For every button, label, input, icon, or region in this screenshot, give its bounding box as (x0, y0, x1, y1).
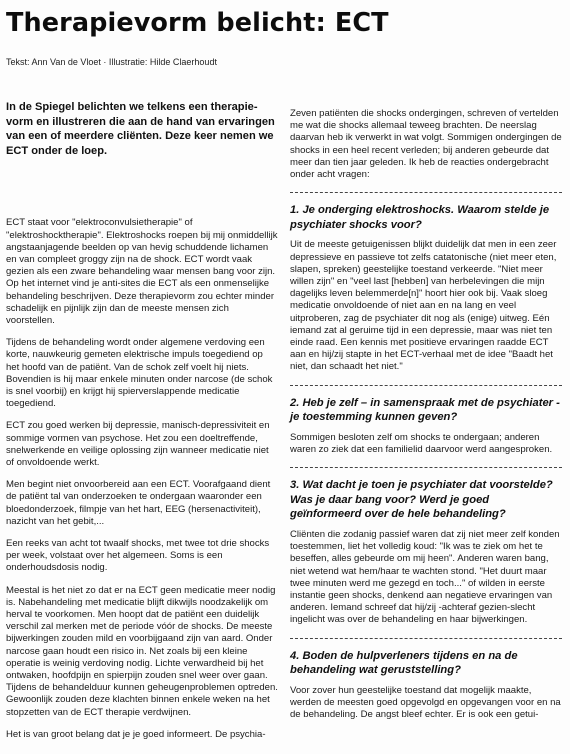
answer-paragraph: Sommigen besloten zelf om shocks te ondergaan; anderen waren zo ziek dat een familielid daarvoor werd aangesproken. (290, 431, 553, 456)
section-divider (290, 385, 562, 386)
question-heading: 3. Wat dacht je toen je psychiater dat voorstelde? Was je daar bang voor? Werd je goed geïnformeerd over de hele behandeling? (290, 479, 553, 521)
right-column (290, 108, 562, 731)
article-title: Therapievorm belicht: ECT (6, 8, 389, 38)
body-paragraph: Tijdens de behandeling wordt onder algemene verdoving een korte, nauwkeurig gemeten elektrische impuls toegediend op het hoofd van de patiënt. Van de schok zelf voelt hij niets. Bovendien is hij maar enkele minuten onder narcose (de schok is snel voorbij) en krijgt hij spierverslappende medicatie toegediend. (6, 337, 273, 410)
section-divider (290, 467, 562, 468)
body-paragraph: ECT zou goed werken bij depressie, manisch-depressiviteit en sommige vormen van psychose. Het zou een doeltreffende, snelwerkende en veilige oplossing zijn wanneer medicatie niet of onvoldoende werkt. (6, 420, 270, 469)
answer-paragraph: Uit de meeste getuigenissen blijkt duidelijk dat men in een zeer depressieve en passieve tot zelfs catatonische (niet meer eten, slapen, spreken) geestelijke toestand verkeerde. "Niet meer willen zijn" en "veel last [hebben] van herbelevingen die mijn dagelijks leven belemmerde[n]" hoort hier ook bij. Vaak sloeg medicatie onvoldoende of niet aan en na lang en veel uitproberen, zag de psychiater dit nog als (enige) uitweg. Eén iemand zat al geruime tijd in een depressie, maar was niet ten einde raad. Een kennis met positieve ervaringen raadde ECT aan en hij/zij stapte in het ECT-verhaal met de idee "Baadt het niet, dan schaadt het niet." (290, 239, 557, 373)
left-column (6, 100, 278, 751)
question-heading: 2. Heb je zelf – in samenspraak met de psychiater - je toestemming kunnen geven? (290, 396, 560, 424)
body-paragraph: ECT staat voor "elektroconvulsietherapie" of "elektroshocktherapie". Elektroshocks roepen bij mij onmiddellijk angstaanjagende beelden op van hevig schuddende lichamen en van compleet groggy zijn na de shock. ECT wordt vaak gezien als een zware behandeling waar mensen bang voor zijn. Op het internet vind je anti-sites die ECT als een onmenselijke behandeling beschrijven. Deze therapievorm zou echter minder schadelijk en pijnlijk zijn dan de meeste mensen zich voorstellen. (6, 217, 278, 326)
section-divider (290, 192, 562, 193)
answer-paragraph: Cliënten die zodanig passief waren dat zij niet meer zelf konden toestemmen, liet het volledig koud: "Ik was te ziek om het te beseffen, alles gebeurde om mij heen". Anderen waren bang, niet wetend wat hem/haar te wachten stond. "Het duurt maar twee minuten werd me gezegd en toch..." of wilden in eerste instantie geen shocks, denkend aan negatieve ervaringen van anderen. Iemand schreef dat hij/zij -achteraf gezien-slecht ingelicht was over de behandeling en haar bijwerkingen. (290, 529, 560, 626)
question-heading: 4. Boden de hulpverleners tijdens en na de behandeling wat geruststelling? (290, 649, 518, 677)
body-paragraph: Men begint niet onvoorbereid aan een ECT. Voorafgaand dient de patiënt tal van onderzoeken te ondergaan waaronder een bloedonderzoek, filmpje van het hart, EEG (hersenactiviteit), nazicht van het gebit,... (6, 479, 271, 527)
body-paragraph: Het is van groot belang dat je je goed informeert. De psychia- (6, 728, 266, 740)
answer-paragraph: Voor zover hun geestelijke toestand dat mogelijk maakte, werden de meesten goed opgevolgd en opgevangen voor en na de behandeling. De angst bleef echter. Er is ook een getui- (290, 684, 561, 721)
body-paragraph: Meestal is het niet zo dat er na ECT geen medicatie meer nodig is. Nabehandeling met medicatie blijft dikwijls noodzakelijk om herval te voorkomen. Men hoopt dat de patiënt een duidelijk verschil zal merken met de periode vóór de shocks. De meeste bijwerkingen zouden mild en voorbijgaand zijn van aard. Onder narcose gaan houdt een risico in. Net zoals bij een kleine operatie is weinig verdoving nodig. Lichte verwardheid bij het ontwaken, hoofdpijn en spierpijn zouden snel weer over gaan. Tijdens de behandelduur kunnen geheugenproblemen optreden. Gewoonlijk zouden deze klachten binnen enkele weken na het stopzetten van de ECT therapie verdwijnen. (6, 584, 278, 718)
article-intro: In de Spiegel belichten we telkens een therapie-vorm en illustreren die aan de hand van ervaringen van een of meerdere cliënten. Deze keer nemen we ECT onder de loep. (6, 101, 275, 157)
article-credits: Tekst: Ann Van de Vloet · Illustratie: Hilde Claerhoudt (6, 57, 217, 67)
body-paragraph: Een reeks van acht tot twaalf shocks, met twee tot drie shocks per week, volstaat over het algemeen. Soms is een onderhoudsdosis nodig. (6, 538, 270, 574)
section-divider (290, 638, 562, 639)
right-intro-paragraph: Zeven patiënten die shocks ondergingen, schreven of vertelden me wat die shocks allemaal teweeg brachten. De neerslag daarvan heb ik verwerkt in wat volgt. Sommigen ondergingen de shocks in een heel recent verleden; bij anderen gebeurde dat meer dan tien jaar geleden. Ik heb de reacties ondergebracht onder acht vragen: (290, 108, 562, 181)
question-heading: 1. Je onderging elektroshocks. Waarom stelde je psychiater shocks voor? (290, 204, 550, 231)
